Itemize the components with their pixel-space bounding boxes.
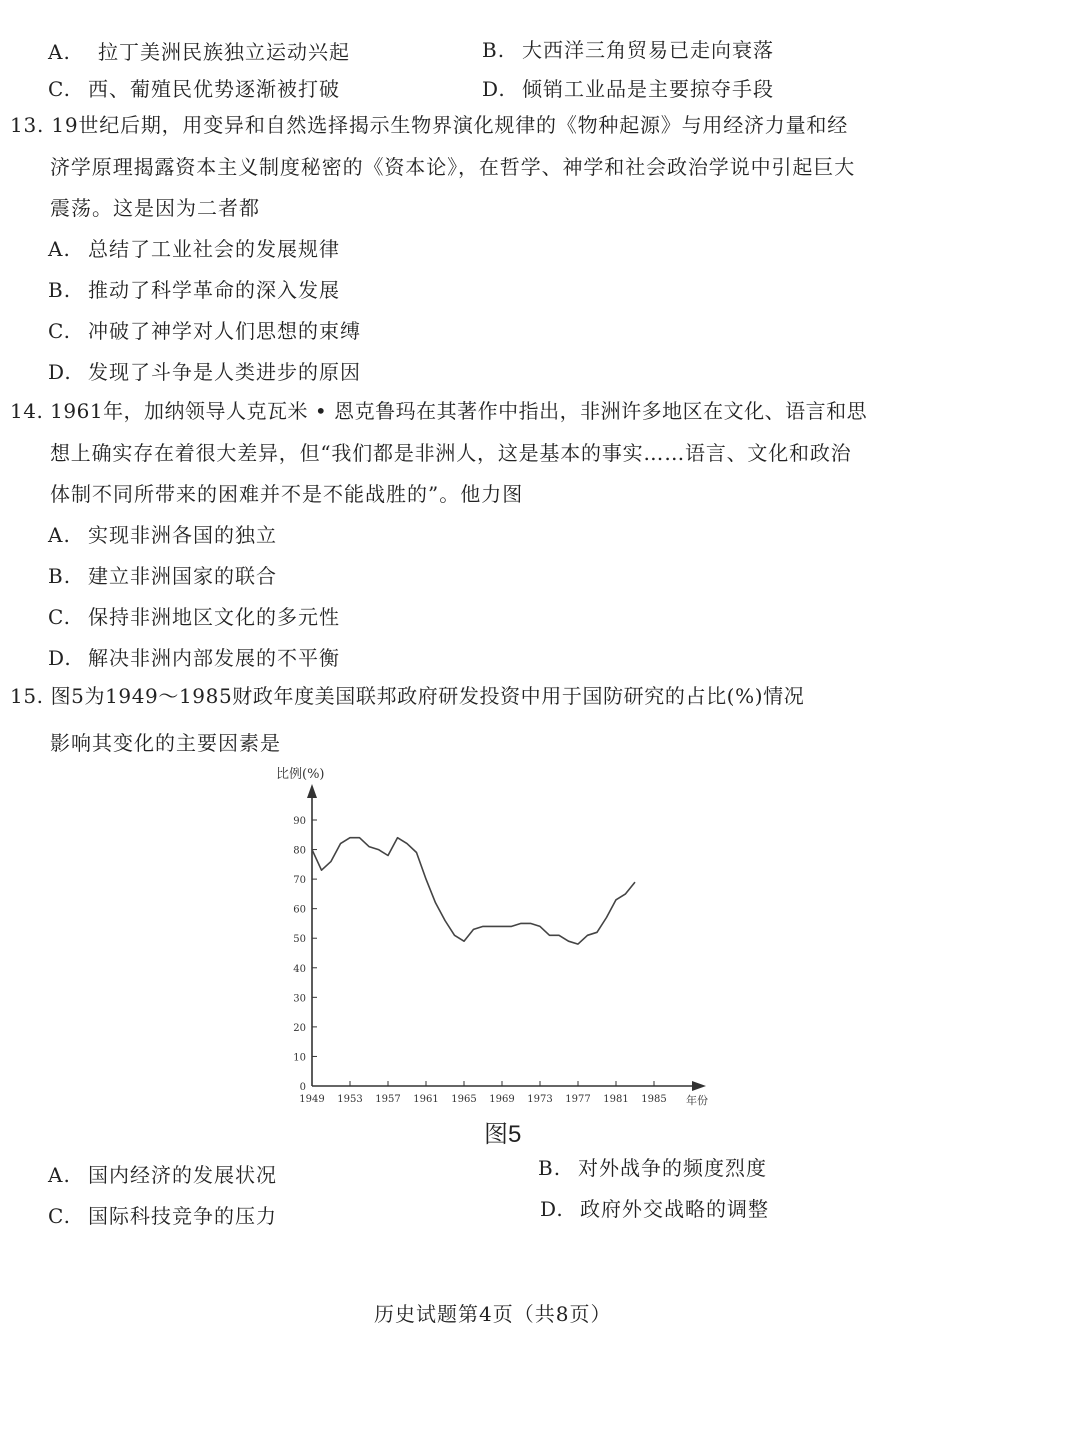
q13-stem-line-3: 震荡。这是因为二者都 — [50, 196, 260, 220]
y-tick-label: 10 — [293, 1052, 306, 1064]
option-text: 倾销工业品是主要掠夺手段 — [522, 77, 774, 101]
y-ticks — [293, 816, 317, 1093]
x-tick-label: 1973 — [527, 1094, 553, 1105]
x-tick-label: 1953 — [337, 1094, 363, 1105]
x-axis-arrow — [692, 1081, 706, 1091]
option-key: D. — [482, 77, 506, 101]
q13-stem-line-2: 济学原理揭露资本主义制度秘密的《资本论》，在哲学、神学和社会政治学说中引起巨大 — [50, 155, 856, 179]
y-tick-label: 70 — [293, 875, 306, 887]
option-key: C. — [48, 77, 71, 101]
x-tick-label: 1981 — [603, 1094, 629, 1105]
option-key: A. — [48, 1163, 71, 1187]
y-tick-label: 30 — [293, 993, 306, 1005]
y-tick-label: 20 — [293, 1022, 306, 1034]
option-key: A. — [48, 40, 71, 64]
x-tick-label: 1949 — [299, 1094, 325, 1105]
x-tick-label: 1961 — [413, 1094, 439, 1105]
q13-stem-line-1: 13. 19世纪后期，用变异和自然选择揭示生物界演化规律的《物种起源》与用经济力量和经 — [10, 113, 849, 137]
q15-option-b — [538, 1156, 767, 1180]
q15-option-c — [48, 1204, 277, 1228]
defense-share-line — [312, 838, 635, 944]
option-key: C. — [48, 605, 71, 629]
option-key: D. — [48, 360, 72, 384]
q14-stem-line-3: 体制不同所带来的困难并不是不能战胜的”。他力图 — [50, 482, 524, 506]
q12-option-d — [482, 77, 774, 101]
option-text: 西、葡殖民优势逐渐被打破 — [88, 77, 340, 101]
option-key: A. — [48, 237, 71, 261]
option-key: B. — [48, 278, 72, 302]
q13-option-c — [48, 319, 361, 343]
q15-option-d — [540, 1197, 769, 1221]
option-text: 保持非洲地区文化的多元性 — [88, 605, 340, 629]
option-text: 对外战争的频度烈度 — [578, 1156, 767, 1180]
y-axis-arrow — [307, 784, 317, 798]
q14-option-a — [48, 523, 277, 547]
option-text: 拉丁美洲民族独立运动兴起 — [98, 40, 350, 64]
q13-option-d — [48, 360, 361, 384]
option-text: 总结了工业社会的发展规律 — [88, 237, 340, 261]
option-key: C. — [48, 319, 71, 343]
option-key: C. — [48, 1204, 71, 1228]
option-key: A. — [48, 523, 71, 547]
q15-stem-line-2: 影响其变化的主要因素是 — [50, 731, 281, 755]
option-text: 发现了斗争是人类进步的原因 — [88, 360, 361, 384]
option-text: 大西洋三角贸易已走向衰落 — [522, 38, 774, 62]
q12-option-c — [48, 77, 340, 101]
q15-option-a — [48, 1163, 277, 1187]
q14-option-c — [48, 605, 340, 629]
option-key: B. — [48, 564, 72, 588]
x-tick-label: 1985 — [641, 1094, 667, 1105]
x-axis-label: 年份 — [686, 1094, 708, 1107]
option-text: 国内经济的发展状况 — [88, 1163, 277, 1187]
option-text: 解决非洲内部发展的不平衡 — [88, 646, 340, 670]
q12-option-a — [48, 40, 350, 64]
y-tick-label: 50 — [293, 934, 306, 946]
y-tick-label: 90 — [293, 816, 306, 827]
option-text: 实现非洲各国的独立 — [88, 523, 277, 547]
q14-option-d — [48, 646, 340, 670]
q13-option-b — [48, 278, 340, 302]
option-key: D. — [540, 1197, 564, 1221]
option-text: 推动了科学革命的深入发展 — [88, 278, 340, 302]
x-tick-label: 1957 — [375, 1094, 401, 1105]
q15-stem-line-1: 15. 图5为1949～1985财政年度美国联邦政府研发投资中用于国防研究的占比(%)情况 — [10, 684, 805, 708]
y-tick-label: 40 — [293, 963, 306, 975]
y-tick-label: 80 — [293, 845, 306, 857]
q14-stem-line-2: 想上确实存在着很大差异，但“我们都是非洲人，这是基本的事实……语言、文化和政治 — [50, 441, 852, 465]
q12-option-b — [482, 38, 774, 62]
y-axis-label: 比例(%) — [276, 767, 325, 782]
x-tick-label: 1977 — [565, 1094, 591, 1105]
y-tick-label: 60 — [293, 904, 306, 916]
option-text: 建立非洲国家的联合 — [88, 564, 277, 588]
y-tick-label: 0 — [299, 1082, 306, 1093]
option-key: B. — [482, 38, 506, 62]
option-text: 冲破了神学对人们思想的束缚 — [88, 319, 361, 343]
x-ticks — [299, 1081, 666, 1105]
q14-option-b — [48, 564, 277, 588]
figure-caption: 图5 — [484, 1121, 522, 1148]
x-tick-label: 1969 — [489, 1094, 515, 1105]
defense-rd-share-chart — [260, 758, 730, 1110]
x-tick-label: 1965 — [451, 1094, 477, 1105]
q13-option-a — [48, 237, 340, 261]
option-text: 政府外交战略的调整 — [580, 1197, 769, 1221]
page-footer: 历史试题第4页（共8页） — [374, 1302, 612, 1326]
option-key: B. — [538, 1156, 562, 1180]
q14-stem-line-1: 14. 1961年，加纳领导人克瓦米 • 恩克鲁玛在其著作中指出，非洲许多地区在文化、语言和思 — [10, 399, 868, 423]
option-text: 国际科技竞争的压力 — [88, 1204, 277, 1228]
option-key: D. — [48, 646, 72, 670]
chart-axes — [307, 784, 706, 1091]
